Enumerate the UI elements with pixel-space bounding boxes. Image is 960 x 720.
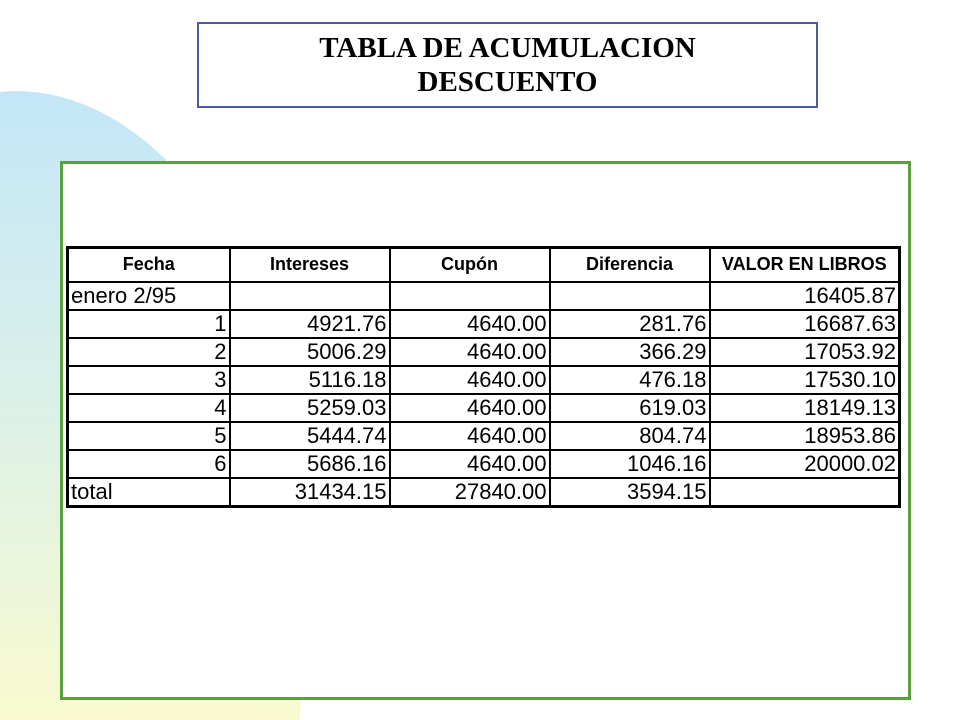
cell-diferencia <box>550 282 710 310</box>
cell-fecha: total <box>68 478 230 507</box>
cell-fecha: 2 <box>68 338 230 366</box>
cell-diferencia: 366.29 <box>550 338 710 366</box>
accumulation-table <box>66 246 901 508</box>
title-line-2: DESCUENTO <box>417 66 598 98</box>
header-intereses: Intereses <box>230 248 390 282</box>
cell-intereses: 5006.29 <box>230 338 390 366</box>
cell-valor-en-libros: 20000.02 <box>710 450 900 478</box>
cell-cupon: 4640.00 <box>390 422 550 450</box>
cell-cupon: 27840.00 <box>390 478 550 507</box>
cell-intereses: 5259.03 <box>230 394 390 422</box>
title-box <box>197 22 818 108</box>
table-row <box>68 450 900 478</box>
header-diferencia: Diferencia <box>550 248 710 282</box>
cell-cupon: 4640.00 <box>390 366 550 394</box>
cell-fecha: 6 <box>68 450 230 478</box>
cell-intereses: 4921.76 <box>230 310 390 338</box>
cell-valor-en-libros: 18149.13 <box>710 394 900 422</box>
cell-intereses: 5686.16 <box>230 450 390 478</box>
cell-cupon: 4640.00 <box>390 450 550 478</box>
cell-valor-en-libros: 16687.63 <box>710 310 900 338</box>
cell-fecha: 1 <box>68 310 230 338</box>
cell-fecha: 4 <box>68 394 230 422</box>
cell-diferencia: 619.03 <box>550 394 710 422</box>
cell-cupon: 4640.00 <box>390 338 550 366</box>
table-row <box>68 282 900 310</box>
cell-intereses: 5444.74 <box>230 422 390 450</box>
table-row <box>68 422 900 450</box>
cell-valor-en-libros: 16405.87 <box>710 282 900 310</box>
cell-diferencia: 804.74 <box>550 422 710 450</box>
cell-intereses: 31434.15 <box>230 478 390 507</box>
cell-valor-en-libros: 17053.92 <box>710 338 900 366</box>
cell-diferencia: 3594.15 <box>550 478 710 507</box>
table-row <box>68 366 900 394</box>
cell-fecha: enero 2/95 <box>68 282 230 310</box>
cell-cupon: 4640.00 <box>390 394 550 422</box>
table-row <box>68 338 900 366</box>
cell-valor-en-libros <box>710 478 900 507</box>
cell-fecha: 3 <box>68 366 230 394</box>
cell-valor-en-libros: 18953.86 <box>710 422 900 450</box>
cell-intereses: 5116.18 <box>230 366 390 394</box>
cell-diferencia: 281.76 <box>550 310 710 338</box>
cell-cupon <box>390 282 550 310</box>
header-cupon: Cupón <box>390 248 550 282</box>
table-row <box>68 394 900 422</box>
table-row <box>68 310 900 338</box>
cell-fecha: 5 <box>68 422 230 450</box>
cell-valor-en-libros: 17530.10 <box>710 366 900 394</box>
cell-cupon: 4640.00 <box>390 310 550 338</box>
table-header-row <box>68 248 900 282</box>
table-row-total <box>68 478 900 507</box>
cell-diferencia: 1046.16 <box>550 450 710 478</box>
cell-diferencia: 476.18 <box>550 366 710 394</box>
header-valor-en-libros: VALOR EN LIBROS <box>710 248 900 282</box>
title-line-1: TABLA DE ACUMULACION <box>319 32 696 64</box>
header-fecha: Fecha <box>68 248 230 282</box>
cell-intereses <box>230 282 390 310</box>
